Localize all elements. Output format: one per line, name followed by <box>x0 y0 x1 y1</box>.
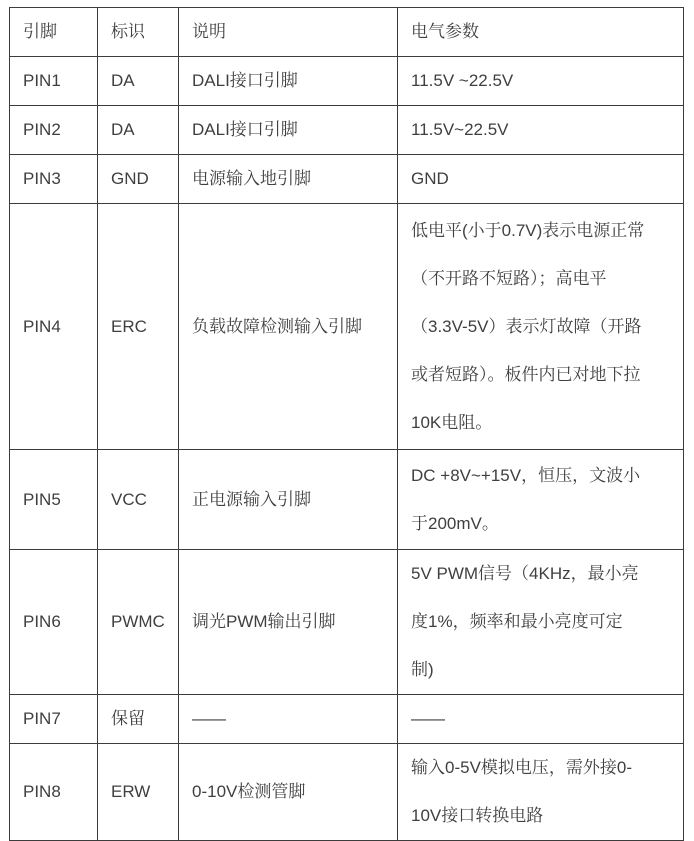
cell-params <box>398 106 684 155</box>
pin-name: PIN8 <box>23 782 61 801</box>
cell-desc <box>179 106 398 155</box>
cell-params <box>398 155 684 204</box>
pin-params-line: 10V接口转换电路 <box>411 806 544 825</box>
pin-desc: 负载故障检测输入引脚 <box>192 316 362 336</box>
cell-mark <box>98 155 179 204</box>
cell-pin <box>10 57 98 106</box>
header-cell-mark <box>98 8 179 57</box>
cell-pin <box>10 695 98 744</box>
table-row <box>10 106 684 155</box>
pin-params-line: 5V PWM信号（4KHz，最小亮 <box>411 564 639 583</box>
pin-params-line: （3.3V-5V）表示灯故障（开路 <box>411 316 642 336</box>
pin-params: 11.5V ~22.5V <box>411 71 514 90</box>
cell-pin <box>10 550 98 695</box>
pin-mark: VCC <box>111 489 147 509</box>
cell-pin <box>10 204 98 450</box>
cell-desc <box>179 744 398 841</box>
pin-desc: 正电源输入引脚 <box>192 489 311 509</box>
pin-params-line: 度1%，频率和最小亮度可定 <box>411 612 623 631</box>
pin-params-line: （不开路不短路）；高电平 <box>411 268 607 288</box>
header-label: 说明 <box>192 22 226 41</box>
cell-mark <box>98 57 179 106</box>
cell-mark <box>98 204 179 450</box>
cell-params <box>398 57 684 106</box>
pin-params-line: DC +8V~+15V，恒压，文波小 <box>411 465 641 485</box>
pin-name: PIN2 <box>23 120 61 139</box>
cell-pin <box>10 155 98 204</box>
header-cell-desc <box>179 8 398 57</box>
header-label: 标识 <box>111 22 145 41</box>
pin-mark: ERC <box>111 316 147 336</box>
pin-params-line: 或者短路）。板件内已对地下拉 <box>411 364 641 384</box>
cell-desc <box>179 57 398 106</box>
header-label: 电气参数 <box>411 22 479 41</box>
pin-desc: DALI接口引脚 <box>192 120 298 139</box>
pin-name: PIN5 <box>23 489 61 509</box>
table-row <box>10 204 684 450</box>
header-label: 引脚 <box>23 22 57 41</box>
pin-params-line: 低电平(小于0.7V)表示电源正常 <box>411 220 645 240</box>
pin-mark: 保留 <box>111 709 145 728</box>
table-row <box>10 550 684 695</box>
pin-description-table <box>9 7 684 841</box>
cell-params <box>398 450 684 550</box>
table-header-row <box>10 8 684 57</box>
pin-mark: GND <box>111 169 149 188</box>
cell-pin <box>10 450 98 550</box>
pin-params: —— <box>411 709 445 728</box>
cell-mark <box>98 695 179 744</box>
cell-mark <box>98 106 179 155</box>
pin-desc: DALI接口引脚 <box>192 71 298 90</box>
header-cell-pin <box>10 8 98 57</box>
pin-desc: 电源输入地引脚 <box>192 169 311 188</box>
pin-desc: 0-10V检测管脚 <box>192 782 306 801</box>
pin-mark: PWMC <box>111 612 165 631</box>
cell-pin <box>10 744 98 841</box>
cell-desc <box>179 550 398 695</box>
pin-name: PIN1 <box>23 71 61 90</box>
cell-desc <box>179 155 398 204</box>
pin-params: GND <box>411 169 449 188</box>
pin-mark: ERW <box>111 782 151 801</box>
cell-mark <box>98 450 179 550</box>
cell-desc <box>179 204 398 450</box>
cell-pin <box>10 106 98 155</box>
cell-params <box>398 550 684 695</box>
cell-desc <box>179 695 398 744</box>
pin-params-line: 10K电阻。 <box>411 412 493 432</box>
table-row <box>10 695 684 744</box>
cell-params <box>398 744 684 841</box>
pin-name: PIN4 <box>23 316 61 336</box>
pin-params-line: 输入0-5V模拟电压，需外接0- <box>411 758 633 777</box>
cell-desc <box>179 450 398 550</box>
cell-mark <box>98 550 179 695</box>
pin-name: PIN6 <box>23 612 61 631</box>
pin-name: PIN3 <box>23 169 61 188</box>
pin-desc: 调光PWM输出引脚 <box>192 612 336 631</box>
cell-mark <box>98 744 179 841</box>
pin-params-line: 于200mV。 <box>411 513 499 533</box>
pin-mark: DA <box>111 71 135 90</box>
pin-desc: —— <box>192 709 226 728</box>
cell-params <box>398 695 684 744</box>
header-cell-params <box>398 8 684 57</box>
table-row <box>10 450 684 550</box>
table-row <box>10 57 684 106</box>
table-row <box>10 155 684 204</box>
pin-name: PIN7 <box>23 709 61 728</box>
table-row <box>10 744 684 841</box>
pin-mark: DA <box>111 120 135 139</box>
cell-params <box>398 204 684 450</box>
pin-params-line: 制) <box>411 660 434 679</box>
pin-params: 11.5V~22.5V <box>411 120 509 139</box>
